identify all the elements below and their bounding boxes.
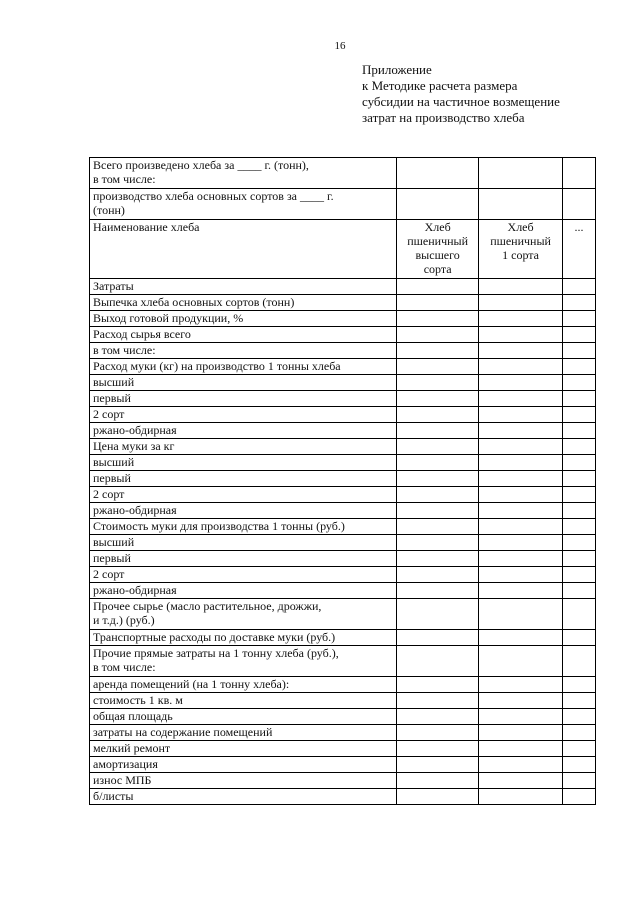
row-label: Транспортные расходы по доставке муки (руб.) xyxy=(90,630,397,646)
value-cell xyxy=(563,709,596,725)
value-cell xyxy=(479,709,563,725)
value-cell xyxy=(479,343,563,359)
row-label: Всего произведено хлеба за ____ г. (тонн), в том числе: xyxy=(90,158,397,189)
table-row xyxy=(90,757,596,773)
appendix-line: к Методике расчета размера xyxy=(362,78,518,93)
value-cell xyxy=(563,487,596,503)
value-cell xyxy=(397,439,479,455)
value-cell xyxy=(397,311,479,327)
value-cell xyxy=(563,535,596,551)
value-cell xyxy=(563,757,596,773)
row-label: Расход муки (кг) на производство 1 тонны хлеба xyxy=(90,359,397,375)
table-row xyxy=(90,407,596,423)
value-cell xyxy=(397,503,479,519)
row-label: ржано-обдирная xyxy=(90,423,397,439)
table-row xyxy=(90,439,596,455)
bread-cost-table xyxy=(89,157,596,805)
value-cell xyxy=(397,583,479,599)
value-cell xyxy=(479,455,563,471)
value-cell xyxy=(563,693,596,709)
row-label: первый xyxy=(90,551,397,567)
table-row xyxy=(90,189,596,220)
value-cell xyxy=(563,359,596,375)
value-cell xyxy=(479,439,563,455)
table-row xyxy=(90,455,596,471)
table-row xyxy=(90,741,596,757)
table-row xyxy=(90,725,596,741)
table-row xyxy=(90,677,596,693)
value-cell xyxy=(479,519,563,535)
table-row xyxy=(90,789,596,805)
table-row xyxy=(90,709,596,725)
value-cell xyxy=(563,391,596,407)
table-row xyxy=(90,158,596,189)
value-cell xyxy=(563,407,596,423)
value-cell xyxy=(479,630,563,646)
row-label: высший xyxy=(90,455,397,471)
value-cell xyxy=(563,327,596,343)
table-row xyxy=(90,599,596,630)
value-cell xyxy=(563,375,596,391)
value-cell xyxy=(479,646,563,677)
value-cell xyxy=(397,741,479,757)
appendix-note xyxy=(362,62,560,126)
value-cell xyxy=(397,359,479,375)
value-cell xyxy=(563,630,596,646)
value-cell xyxy=(397,375,479,391)
value-cell xyxy=(563,189,596,220)
value-cell xyxy=(397,677,479,693)
row-label: 2 сорт xyxy=(90,407,397,423)
header-col-more: ... xyxy=(563,220,596,279)
value-cell xyxy=(563,295,596,311)
row-label: износ МПБ xyxy=(90,773,397,789)
value-cell xyxy=(479,567,563,583)
value-cell xyxy=(397,693,479,709)
value-cell xyxy=(563,471,596,487)
row-label: производство хлеба основных сортов за ____ г. (тонн) xyxy=(90,189,397,220)
page-number: 16 xyxy=(334,40,346,52)
value-cell xyxy=(397,471,479,487)
table-row xyxy=(90,471,596,487)
value-cell xyxy=(479,693,563,709)
value-cell xyxy=(563,583,596,599)
value-cell xyxy=(479,789,563,805)
table-row xyxy=(90,487,596,503)
row-label: Прочие прямые затраты на 1 тонну хлеба (руб.), в том числе: xyxy=(90,646,397,677)
appendix-line: Приложение xyxy=(362,62,432,77)
header-name-label: Наименование хлеба xyxy=(90,220,397,279)
value-cell xyxy=(563,567,596,583)
value-cell xyxy=(397,757,479,773)
value-cell xyxy=(563,158,596,189)
value-cell xyxy=(397,391,479,407)
table-row xyxy=(90,646,596,677)
table-row xyxy=(90,343,596,359)
value-cell xyxy=(397,327,479,343)
table-row xyxy=(90,693,596,709)
table-row xyxy=(90,295,596,311)
table-row xyxy=(90,535,596,551)
table-row xyxy=(90,327,596,343)
value-cell xyxy=(397,725,479,741)
value-cell xyxy=(563,455,596,471)
row-label: 2 сорт xyxy=(90,487,397,503)
value-cell xyxy=(397,487,479,503)
row-label: первый xyxy=(90,391,397,407)
table-row xyxy=(90,551,596,567)
table-row xyxy=(90,423,596,439)
value-cell xyxy=(479,189,563,220)
value-cell xyxy=(397,189,479,220)
table-header-row xyxy=(90,220,596,279)
value-cell xyxy=(397,295,479,311)
table-row xyxy=(90,519,596,535)
value-cell xyxy=(479,551,563,567)
value-cell xyxy=(479,359,563,375)
value-cell xyxy=(563,741,596,757)
appendix-line: субсидии на частичное возмещение xyxy=(362,94,560,109)
value-cell xyxy=(563,725,596,741)
value-cell xyxy=(479,487,563,503)
value-cell xyxy=(479,773,563,789)
value-cell xyxy=(397,789,479,805)
row-label: высший xyxy=(90,375,397,391)
row-label: аренда помещений (на 1 тонну хлеба): xyxy=(90,677,397,693)
value-cell xyxy=(563,519,596,535)
table-row xyxy=(90,359,596,375)
value-cell xyxy=(479,327,563,343)
row-label: Выпечка хлеба основных сортов (тонн) xyxy=(90,295,397,311)
value-cell xyxy=(479,311,563,327)
value-cell xyxy=(397,158,479,189)
value-cell xyxy=(479,158,563,189)
value-cell xyxy=(479,599,563,630)
row-label: ржано-обдирная xyxy=(90,583,397,599)
value-cell xyxy=(563,423,596,439)
value-cell xyxy=(479,391,563,407)
table-row xyxy=(90,503,596,519)
value-cell xyxy=(397,551,479,567)
value-cell xyxy=(479,471,563,487)
row-label: 2 сорт xyxy=(90,567,397,583)
value-cell xyxy=(397,709,479,725)
value-cell xyxy=(563,439,596,455)
row-label: стоимость 1 кв. м xyxy=(90,693,397,709)
value-cell xyxy=(397,455,479,471)
row-label: Выход готовой продукции, % xyxy=(90,311,397,327)
value-cell xyxy=(563,646,596,677)
header-col-first-grade-wheat: Хлеб пшеничный 1 сорта xyxy=(479,220,563,279)
value-cell xyxy=(479,375,563,391)
value-cell xyxy=(479,677,563,693)
value-cell xyxy=(563,311,596,327)
value-cell xyxy=(397,646,479,677)
row-label: в том числе: xyxy=(90,343,397,359)
table-row xyxy=(90,583,596,599)
row-label: затраты на содержание помещений xyxy=(90,725,397,741)
table-row xyxy=(90,375,596,391)
value-cell xyxy=(479,535,563,551)
value-cell xyxy=(397,599,479,630)
value-cell xyxy=(397,343,479,359)
row-label: первый xyxy=(90,471,397,487)
appendix-line: затрат на производство хлеба xyxy=(362,110,525,125)
row-label: Расход сырья всего xyxy=(90,327,397,343)
table-row xyxy=(90,279,596,295)
value-cell xyxy=(563,343,596,359)
value-cell xyxy=(563,503,596,519)
row-label: Прочее сырье (масло растительное, дрожжи, и т.д.) (руб.) xyxy=(90,599,397,630)
row-label: амортизация xyxy=(90,757,397,773)
row-label: Стоимость муки для производства 1 тонны (руб.) xyxy=(90,519,397,535)
table-body xyxy=(90,158,596,805)
value-cell xyxy=(563,773,596,789)
value-cell xyxy=(397,773,479,789)
value-cell xyxy=(563,789,596,805)
row-label: Затраты xyxy=(90,279,397,295)
row-label: мелкий ремонт xyxy=(90,741,397,757)
value-cell xyxy=(397,407,479,423)
value-cell xyxy=(479,757,563,773)
row-label: общая площадь xyxy=(90,709,397,725)
value-cell xyxy=(479,503,563,519)
value-cell xyxy=(397,567,479,583)
table-row xyxy=(90,630,596,646)
value-cell xyxy=(397,279,479,295)
table-row xyxy=(90,567,596,583)
header-col-premium-wheat: Хлеб пшеничный высшего сорта xyxy=(397,220,479,279)
value-cell xyxy=(479,279,563,295)
value-cell xyxy=(563,551,596,567)
value-cell xyxy=(397,519,479,535)
row-label: ржано-обдирная xyxy=(90,503,397,519)
value-cell xyxy=(563,279,596,295)
value-cell xyxy=(479,725,563,741)
value-cell xyxy=(397,535,479,551)
value-cell xyxy=(479,741,563,757)
table-row xyxy=(90,391,596,407)
value-cell xyxy=(563,599,596,630)
value-cell xyxy=(479,583,563,599)
row-label: б/листы xyxy=(90,789,397,805)
row-label: Цена муки за кг xyxy=(90,439,397,455)
value-cell xyxy=(397,630,479,646)
value-cell xyxy=(479,423,563,439)
table-row xyxy=(90,773,596,789)
row-label: высший xyxy=(90,535,397,551)
value-cell xyxy=(479,407,563,423)
value-cell xyxy=(479,295,563,311)
value-cell xyxy=(397,423,479,439)
table-row xyxy=(90,311,596,327)
value-cell xyxy=(563,677,596,693)
